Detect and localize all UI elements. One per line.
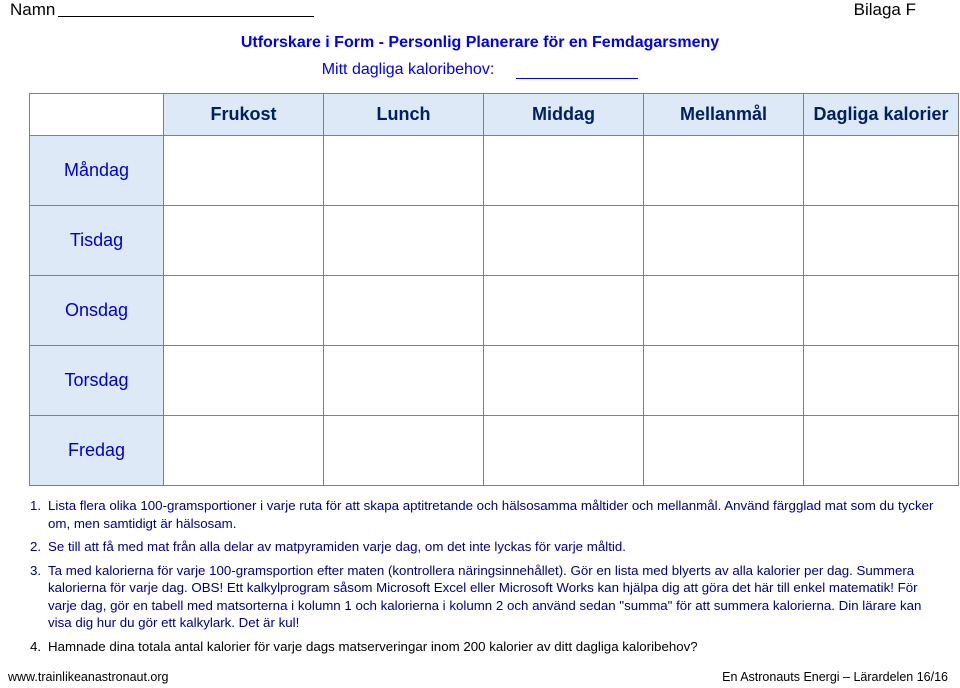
instruction-text: Ta med kalorierna för varje 100-gramsportion efter maten (kontrollera näringsinnehållet). Gör en lista med blyerts av alla kalorier per dag. Summera kalorierna för varje dag. OBS! Ett kalkylprogram såsom Microsoft Excel eller Microsoft Works kan hjälpa dig att göra det här till enkel matematik! För varje dag, gör en tabell med matsorterna i kolumn 1 och kalorierna i kolumn 2 och använd sedan "summa" för att summera kalorierna. Din lärare kan visa dig hur du gör ett kalkylark. Det är kul! xyxy=(48,562,922,630)
instruction-item xyxy=(30,562,942,632)
meal-cell[interactable] xyxy=(164,206,324,276)
instruction-text: Lista flera olika 100-gramsportioner i varje ruta för att skapa aptitretande och hälsosamma måltider och mellanmål. Använd färgglad mat som du tycker om, men samtidigt är hälsosam. xyxy=(48,498,934,531)
table-row xyxy=(30,276,959,346)
column-header: Lunch xyxy=(324,94,484,136)
meal-cell[interactable] xyxy=(324,276,484,346)
calorie-cell[interactable] xyxy=(804,136,959,206)
meal-cell[interactable] xyxy=(324,416,484,486)
appendix-label: Bilaga F xyxy=(853,0,916,19)
instruction-number: 4. xyxy=(30,638,42,654)
meal-cell[interactable] xyxy=(164,276,324,346)
column-header: Dagliga kalorier xyxy=(804,94,959,136)
meal-cell[interactable] xyxy=(324,346,484,416)
calorie-cell[interactable] xyxy=(804,416,959,486)
meal-cell[interactable] xyxy=(644,416,804,486)
header-row xyxy=(30,94,959,136)
footer-website: www.trainlikeanastronaut.org xyxy=(8,670,169,684)
meal-cell[interactable] xyxy=(324,206,484,276)
table-row xyxy=(30,346,959,416)
column-header: Mellanmål xyxy=(644,94,804,136)
column-header: Frukost xyxy=(164,94,324,136)
row-header: Fredag xyxy=(30,416,164,486)
daily-calorie-row xyxy=(0,61,960,79)
page-title: Utforskare i Form - Personlig Planerare för en Femdagarsmeny xyxy=(240,34,720,51)
calorie-cell[interactable] xyxy=(804,346,959,416)
daily-calorie-label: Mitt dagliga kaloribehov: xyxy=(321,61,495,78)
meal-cell[interactable] xyxy=(164,136,324,206)
instruction-number: 1. xyxy=(30,498,42,513)
daily-calorie-field-line xyxy=(516,64,638,79)
instruction-text: Se till att få med mat från alla delar av matpyramiden varje dag, om det inte lyckas för varje måltid. xyxy=(48,539,626,554)
instruction-item xyxy=(30,638,942,656)
table-row xyxy=(30,136,959,206)
meal-cell[interactable] xyxy=(164,416,324,486)
name-field-line xyxy=(58,16,314,17)
row-header: Måndag xyxy=(30,136,164,206)
instruction-number: 3. xyxy=(30,562,42,578)
instruction-item xyxy=(30,538,942,556)
instruction-number: 2. xyxy=(30,539,42,554)
meal-cell[interactable] xyxy=(484,416,644,486)
meal-cell[interactable] xyxy=(644,136,804,206)
name-label: Namn xyxy=(10,0,56,19)
meal-cell[interactable] xyxy=(484,136,644,206)
instruction-item xyxy=(30,497,942,532)
calorie-cell[interactable] xyxy=(804,206,959,276)
column-header: Middag xyxy=(484,94,644,136)
corner-cell xyxy=(30,94,164,136)
meal-cell[interactable] xyxy=(484,276,644,346)
calorie-cell[interactable] xyxy=(804,276,959,346)
instructions-list xyxy=(30,497,942,661)
row-header: Torsdag xyxy=(30,346,164,416)
row-header: Tisdag xyxy=(30,206,164,276)
row-header: Onsdag xyxy=(30,276,164,346)
meal-planner-table xyxy=(29,93,959,486)
meal-cell[interactable] xyxy=(484,346,644,416)
meal-cell[interactable] xyxy=(484,206,644,276)
meal-cell[interactable] xyxy=(644,206,804,276)
meal-cell[interactable] xyxy=(644,276,804,346)
table-row xyxy=(30,206,959,276)
table-row xyxy=(30,416,959,486)
meal-cell[interactable] xyxy=(164,346,324,416)
footer-page-info: En Astronauts Energi – Lärardelen 16/16 xyxy=(722,670,948,684)
instruction-text: Hamnade dina totala antal kalorier för varje dags matserveringar inom 200 kalorier av ditt dagliga kaloribehov? xyxy=(48,638,698,654)
meal-cell[interactable] xyxy=(644,346,804,416)
meal-cell[interactable] xyxy=(324,136,484,206)
